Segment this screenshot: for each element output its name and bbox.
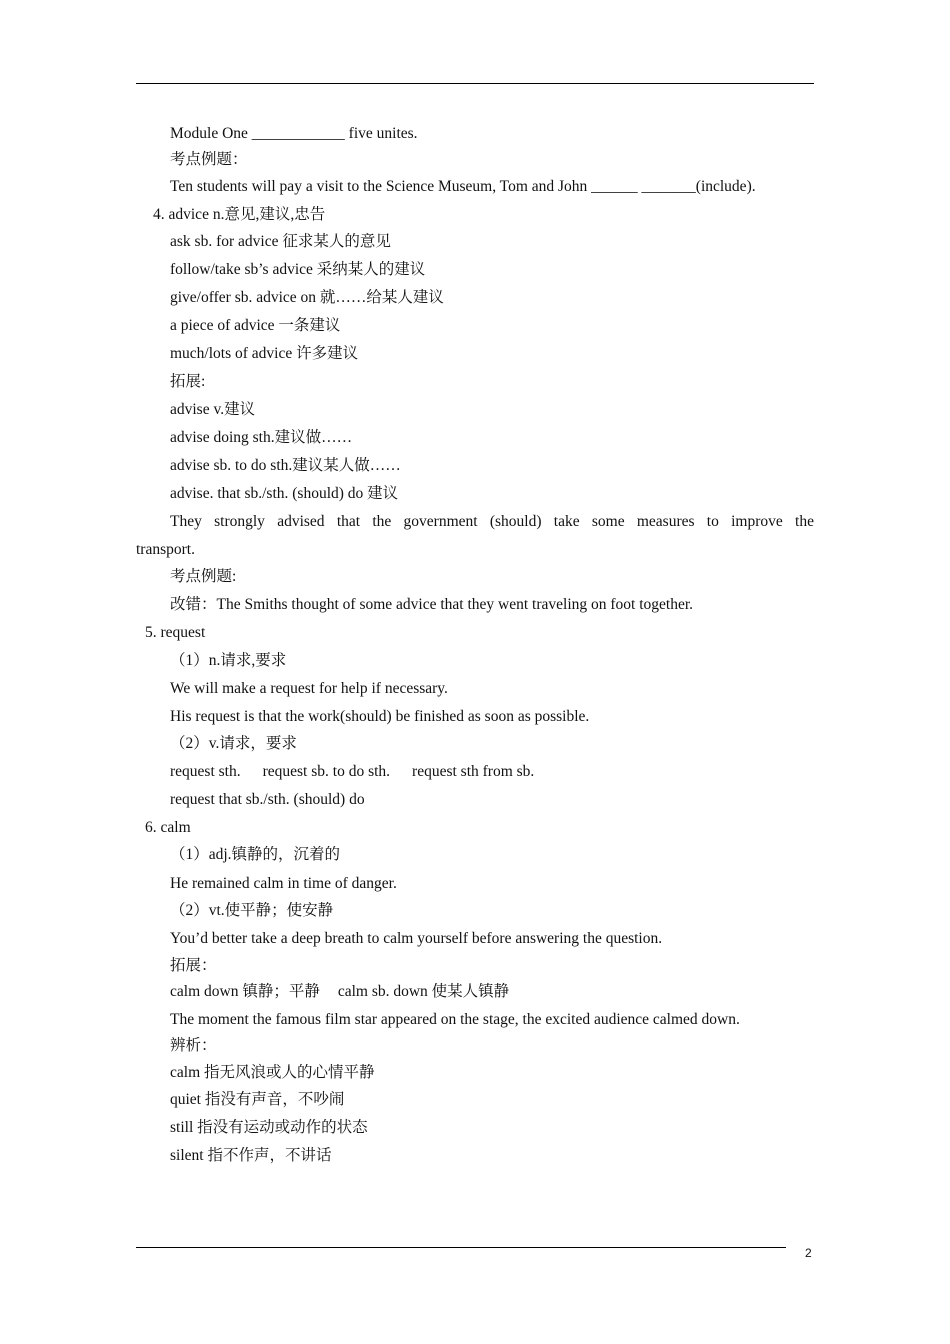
text-line: much/lots of advice 许多建议 bbox=[170, 345, 359, 362]
text-line bbox=[170, 762, 534, 782]
text-line: You’d better take a deep breath to calm yourself before answering the question. bbox=[170, 930, 663, 947]
text-line: Module One ____________ five unites. bbox=[170, 125, 418, 142]
text-line: advise sb. to do sth.建议某人做…… bbox=[170, 457, 401, 474]
page-number: 2 bbox=[805, 1246, 812, 1260]
phrase: calm down 镇静；平静 bbox=[170, 983, 320, 1000]
text-line: request that sb./sth. (should) do bbox=[170, 791, 365, 808]
section-heading: 4. advice n.意见,建议,忠告 bbox=[153, 206, 326, 223]
text-line: We will make a request for help if necessary. bbox=[170, 680, 448, 697]
section-heading: 6. calm bbox=[145, 819, 191, 836]
footer-rule bbox=[136, 1247, 786, 1248]
text-line bbox=[170, 982, 509, 1002]
phrase: request sb. to do sth. bbox=[262, 763, 391, 780]
text-line: 拓展: bbox=[170, 373, 206, 390]
text-line: quiet 指没有声音，不吵闹 bbox=[170, 1091, 345, 1108]
text-line: （1）n.请求,要求 bbox=[170, 652, 287, 669]
text-line: （1）adj.镇静的，沉着的 bbox=[170, 846, 341, 863]
text-line: 考点例题： bbox=[170, 151, 248, 168]
text-line: advise doing sth.建议做…… bbox=[170, 429, 353, 446]
text-line: His request is that the work(should) be finished as soon as possible. bbox=[170, 708, 590, 725]
text-line: 辨析： bbox=[170, 1037, 217, 1054]
text-line: follow/take sb’s advice 采纳某人的建议 bbox=[170, 261, 426, 278]
text-line: The moment the famous film star appeared on the stage, the excited audience calmed down. bbox=[170, 1011, 740, 1028]
text-line: 改错：The Smiths thought of some advice that they went traveling on foot together. bbox=[170, 596, 694, 613]
text-line: transport. bbox=[136, 541, 195, 558]
text-line: He remained calm in time of danger. bbox=[170, 875, 397, 892]
text-line: calm 指无风浪或人的心情平静 bbox=[170, 1064, 375, 1081]
text-line: ask sb. for advice 征求某人的意见 bbox=[170, 233, 391, 250]
phrase: calm sb. down 使某人镇静 bbox=[337, 983, 510, 1000]
text-line: silent 指不作声，不讲话 bbox=[170, 1147, 332, 1164]
section-heading: 5. request bbox=[145, 624, 206, 641]
text-line: 拓展： bbox=[170, 957, 217, 974]
text-line: a piece of advice 一条建议 bbox=[170, 317, 341, 334]
text-line: give/offer sb. advice on 就……给某人建议 bbox=[170, 289, 444, 306]
text-line: still 指没有运动或动作的状态 bbox=[170, 1119, 368, 1136]
text-line: Ten students will pay a visit to the Science Museum, Tom and John ______ _______(include). bbox=[170, 178, 756, 195]
text-line: 考点例题: bbox=[170, 568, 237, 585]
phrase: request sth. bbox=[170, 763, 241, 780]
phrase: request sth from sb. bbox=[412, 763, 535, 780]
text-line: （2）v.请求，要求 bbox=[170, 735, 297, 752]
text-line: They strongly advised that the government (should) take some measures to improve the bbox=[170, 513, 814, 530]
text-line: （2）vt.使平静；使安静 bbox=[170, 902, 334, 919]
header-rule bbox=[136, 83, 814, 84]
text-line: advise. that sb./sth. (should) do 建议 bbox=[170, 485, 399, 502]
text-line: advise v.建议 bbox=[170, 401, 256, 418]
